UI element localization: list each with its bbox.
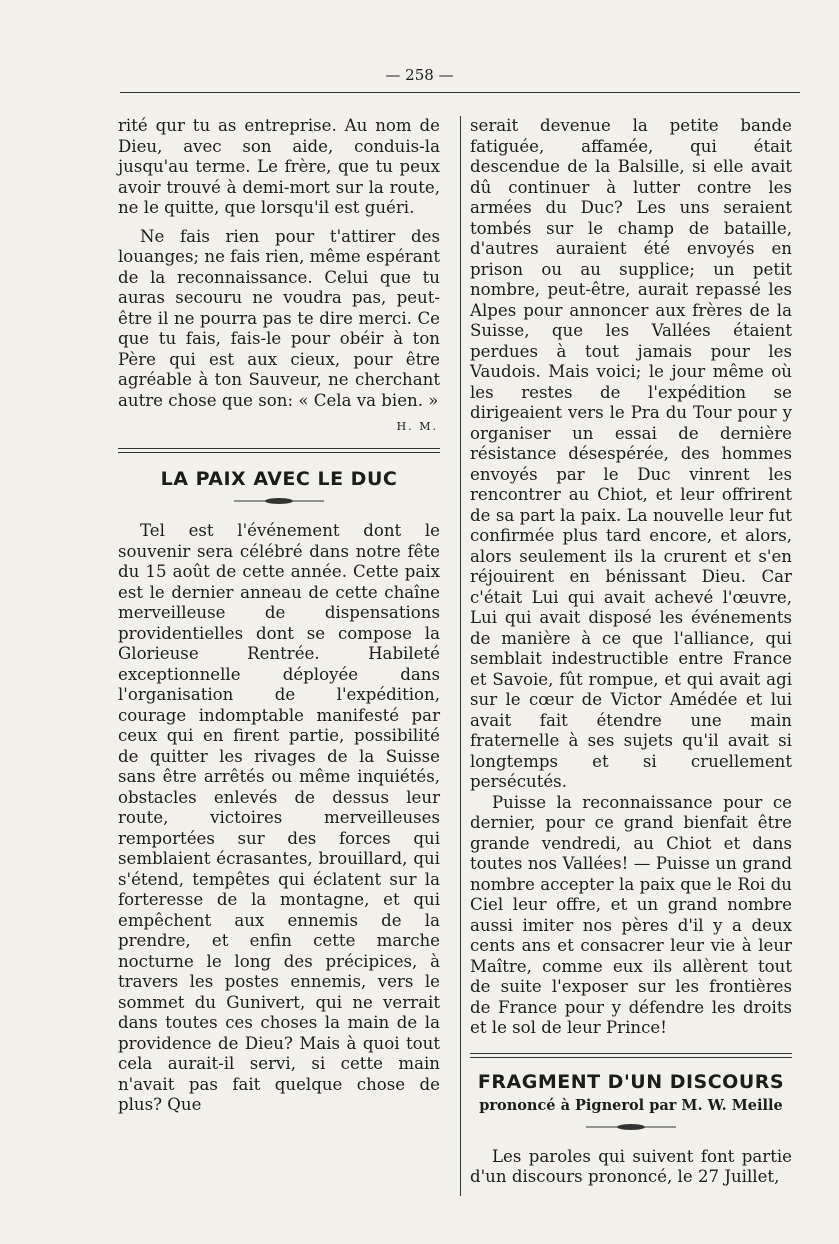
section-title-right: FRAGMENT D'UN DISCOURS	[477, 1070, 785, 1093]
intro-paragraph-1: rité qur tu as entreprise. Au nom de Dieu, avec son aide, conduis-la jusqu'au terme. Le frère, que tu peux avoir trouvé à demi-mort sur la route, ne le quitte, que lorsqu'il est guéri.	[118, 116, 440, 217]
paragraph-2: Puisse la reconnaissance pour ce dernier, pour ce grand bienfait être grande vendredi, au Chiot et dans toutes nos Vallées! — Puisse un grand nombre accepter la paix que le Roi du Ciel leur offre, et un grand nombre aussi imiter nos pères d'il y a deux cents ans et consacrer leur vie à leur Maître, comme eux ils allèrent tout de suite l'exposer sur les frontières de France pour y défendre les droits et le sol de leur Prince!	[470, 792, 792, 1037]
section-divider-right	[470, 1053, 792, 1058]
page-number: — 258 —	[385, 66, 454, 84]
section-title: LA PAIX AVEC LE DUC	[160, 467, 398, 490]
header-rule	[120, 92, 800, 93]
section-divider	[118, 448, 440, 453]
paragraph-1: serait devenue la petite bande fatiguée, affamée, qui était descendue de la Balsille, si elle avait dû continuer à lutter contre les armées du Duc? Les uns seraient tombés sur le champ de bataille, d'autres auraient été envoyés en prison ou au supplice; un petit nombre, peut-être, aurait repassé les Alpes pour annoncer aux frères de la Suisse, que les Vallées étaient perdues à tout jamais pour les Vaudois. Mais voici; le jour même où les restes de l'expédition se dirigeaient vers le Pra du Tour pour y organiser un essai de dernière résistance désespérée, des hommes envoyés par le Duc vinrent les rencontrer au Chiot, et leur offrirent de sa part la paix. La nouvelle leur fut confirmée plus tard encore, et alors, alors seulement ils la crurent et s'en réjouirent en bénissant Dieu. Car c'était Lui qui avait achevé l'œuvre, Lui qui avait disposé les événements de manière à ce que l'alliance, qui semblait indestructible entre France et Savoie, fût rompue, et qui avait agi sur le cœur de Victor Amédée et lui avait fait étendre une main fraternelle à ses sujets qu'il avait si longtemps et si cruellement persécutés.	[470, 116, 792, 791]
section-subtitle: prononcé à Pignerol par M. W. Meille	[479, 1097, 783, 1114]
ornament-icon	[234, 497, 324, 505]
ornament-icon	[586, 1123, 676, 1131]
section-paragraph: Tel est l'événement dont le souvenir sera célébré dans notre fête du 15 août de cette année. Cette paix est le dernier anneau de cette chaîne merveilleuse de dispensations providentielles dont se compose la Glorieuse Rentrée. Habileté exceptionnelle déployée dans l'organisation de l'expédition, courage indomptable manifesté par ceux qui en firent partie, possibilité de quitter les rivages de la Suisse sans être arrêtés ou même inquiétés, obstacles enlevés de dessus leur route, victoires merveilleuses remportées sur des forces qui semblaient écrasantes, brouillard, qui s'étend, tempêtes qui éclatent sur la forteresse de la montagne, et qui empêchent aux ennemis de la prendre, et enfin cette marche nocturne le long des précipices, à travers les postes ennemis, vers le sommet du Gunivert, qui ne verrait dans toutes ces choses la main de la providence de Dieu? Mais à quoi tout cela aurait-il servi, si cette main n'avait pas fait quelque chose de plus? Que	[118, 521, 440, 1114]
right-column	[470, 116, 792, 1188]
column-divider	[460, 116, 461, 1196]
signature: H. M.	[396, 420, 438, 433]
left-column	[118, 116, 440, 1116]
paragraph-3: Les paroles qui suivent font partie d'un discours prononcé, le 27 Juillet,	[470, 1146, 792, 1186]
intro-paragraph-2: Ne fais rien pour t'attirer des louanges; ne fais rien, même espérant de la reconnaissance. Celui que tu auras secouru ne voudra pas, peut-être il ne pourra pas te dire merci. Ce que tu fais, fais-le pour obéir à ton Père qui est aux cieux, pour être agréable à ton Sauveur, ne cherchant autre chose que son: « Cela va bien. »	[118, 226, 440, 410]
